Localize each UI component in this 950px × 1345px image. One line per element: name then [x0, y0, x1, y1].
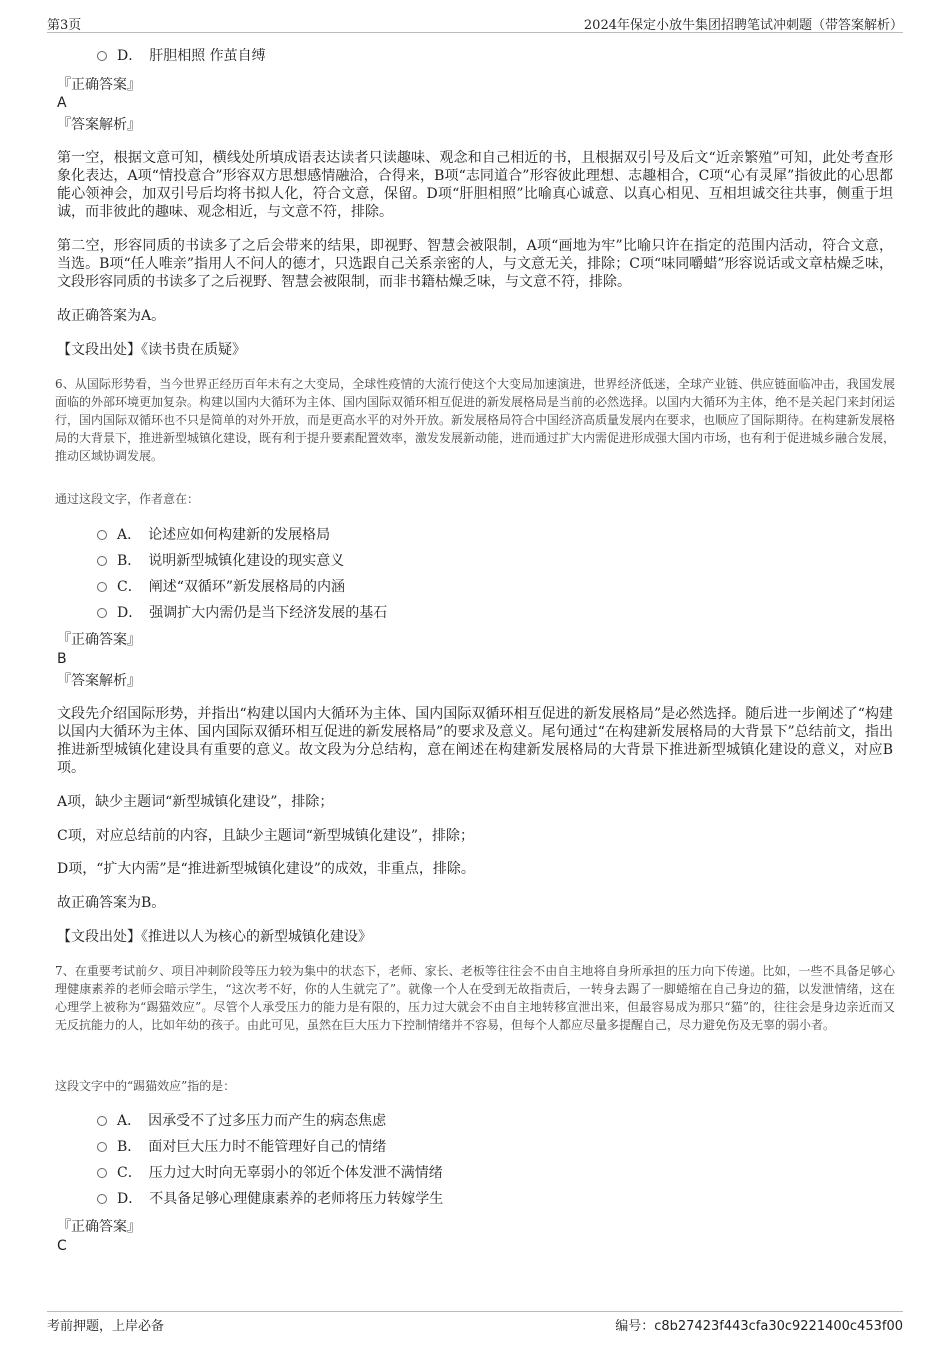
q5-analysis-label: 『答案解析』 — [57, 117, 141, 133]
q6-option-c[interactable] — [97, 578, 345, 596]
radio-icon[interactable] — [97, 51, 107, 61]
q6-analysis-p3: C项，对应总结前的内容，且缺少主题词“新型城镇化建设”，排除； — [57, 828, 475, 844]
q5-answer: A — [57, 95, 67, 111]
q6-prompt: 通过这段文字，作者意在： — [55, 492, 200, 506]
q5-analysis-p2: 第二空，形容同质的书读多了之后会带来的结果，即视野、智慧会被限制，A项“画地为牢”比喻只许在指定的范围内活动，符合文意，当选。B项“任人唯亲”指用人不问人的德才，只选跟自己关系亲密的人，与文意无关，排除；C项“味同嚼蜡”形容说话或文章枯燥乏味，文段形容同质的书读多了之后视野、智慧会被限制，而非书籍枯燥乏味，与文意不符，排除。 — [57, 238, 893, 290]
footer-code-label: 编号： — [615, 1319, 655, 1334]
footer-code-value: c8b27423f443cfa30c9221400c453f00 — [654, 1319, 903, 1334]
option-text: D． 肝胆相照 作茧自缚 — [117, 48, 266, 64]
page-footer — [47, 1311, 903, 1334]
q5-conclusion: 故正确答案为A。 — [57, 308, 166, 324]
q7-prompt: 这段文字中的“踢猫效应”指的是： — [55, 1079, 236, 1093]
footer-slogan: 考前押题，上岸必备 — [47, 1319, 165, 1334]
radio-icon[interactable] — [97, 556, 107, 566]
q6-source: 【文段出处】《推进以人为核心的新型城镇化建设》 — [57, 929, 372, 945]
page-header — [47, 14, 903, 33]
q6-answer: B — [57, 651, 67, 667]
q6-option-a[interactable] — [97, 526, 330, 544]
radio-icon[interactable] — [97, 530, 107, 540]
radio-icon[interactable] — [97, 582, 107, 592]
page-number: 第3页 — [47, 18, 82, 33]
q6-analysis-p2: A项，缺少主题词“新型城镇化建设”，排除； — [57, 794, 334, 810]
option-text: A． 论述应如何构建新的发展格局 — [117, 527, 331, 543]
option-text: D． 强调扩大内需仍是当下经济发展的基石 — [117, 605, 388, 621]
q7-option-a[interactable] — [97, 1112, 386, 1130]
option-text: D． 不具备足够心理健康素养的老师将压力转嫁学生 — [117, 1191, 444, 1207]
q5-source: 【文段出处】《读书贵在质疑》 — [57, 342, 246, 358]
option-text: B． 面对巨大压力时不能管理好自己的情绪 — [117, 1139, 387, 1155]
q6-analysis-label: 『答案解析』 — [57, 673, 141, 689]
q7-answer: C — [57, 1238, 67, 1254]
radio-icon[interactable] — [97, 1168, 107, 1178]
q7-answer-label: 『正确答案』 — [57, 1219, 141, 1235]
q7-option-b[interactable] — [97, 1138, 386, 1156]
q7-option-c[interactable] — [97, 1164, 443, 1182]
option-text: B． 说明新型城镇化建设的现实意义 — [117, 553, 345, 569]
radio-icon[interactable] — [97, 1194, 107, 1204]
radio-icon[interactable] — [97, 1142, 107, 1152]
document-title: 2024年保定小放牛集团招聘笔试冲刺题（带答案解析） — [583, 18, 903, 33]
q6-answer-label: 『正确答案』 — [57, 632, 141, 648]
q5-option-d[interactable] — [97, 47, 266, 65]
q6-conclusion: 故正确答案为B。 — [57, 895, 166, 911]
radio-icon[interactable] — [97, 1116, 107, 1126]
option-text: C． 压力过大时向无辜弱小的邻近个体发泄不满情绪 — [117, 1165, 443, 1181]
option-text: A． 因承受不了过多压力而产生的病态焦虑 — [117, 1113, 387, 1129]
q5-analysis-p1: 第一空，根据文意可知，横线处所填成语表达读者只读趣味、观念和自己相近的书，且根据双引号及后文“近亲繁殖”可知，此处考查形象化表达，A项“情投意合”形容双方思想感情融洽，合得来，B项“志同道合”形容彼此理想、志趣相合，C项“心有灵犀”指彼此的心思都能心领神会，加双引号后均将书拟人化，符合文意，保留。D项“肝胆相照”比喻真心诚意、以真心相见、互相坦诚交往共事，侧重于坦诚，而非彼此的趣味、观念相近，与文意不符，排除。 — [57, 150, 893, 220]
q6-analysis-p1: 文段先介绍国际形势，并指出“构建以国内大循环为主体、国内国际双循环相互促进的新发展格局”是必然选择。随后进一步阐述了“构建以国内大循环为主体、国内国际双循环相互促进的新发展格局”的要求及意义。尾句通过“在构建新发展格局的大背景下”总结前文，指出推进新型城镇化建设具有重要的意义。故文段为分总结构，意在阐述在构建新发展格局的大背景下推进新型城镇化建设的意义，对应B项。 — [57, 706, 893, 776]
footer-code — [615, 1315, 903, 1334]
q6-option-d[interactable] — [97, 604, 387, 622]
q7-option-d[interactable] — [97, 1190, 443, 1208]
radio-icon[interactable] — [97, 608, 107, 618]
q5-answer-label: 『正确答案』 — [57, 77, 141, 93]
q6-stem: 6、从国际形势看，当今世界正经历百年未有之大变局，全球性疫情的大流行使这个大变局加速演进，世界经济低迷，全球产业链、供应链面临冲击，我国发展面临的外部环境更加复杂。构建以国内大循环为主体、国内国际双循环相互促进的新发展格局是当前的必然选择。以国内大循环为主体，绝不是关起门来封闭运行，国内国际双循环也不只是简单的对外开放，而是更高水平的对外开放。新发展格局符合中国经济高质量发展内在要求，也顺应了国际期待。在构建新发展格局的大背景下，推进新型城镇化建设，既有利于提升要素配置效率，激发发展新动能，进而通过扩大内需促进形成强大国内市场，也有利于促进城乡融合发展，推动区域协调发展。 — [55, 377, 896, 463]
q7-stem: 7、在重要考试前夕、项目冲刺阶段等压力较为集中的状态下，老师、家长、老板等往往会不由自主地将自身所承担的压力向下传递。比如，一些不具备足够心理健康素养的老师会暗示学生，“这次考不好，你的人生就完了”。就像一个人在受到无故指责后，一转身去踢了一脚蜷缩在自己身边的猫，以发泄情绪，这在心理学上被称为“踢猫效应”。尽管个人承受压力的能力是有限的，压力过大就会不由自主地转移宣泄出来，但最容易成为那只“猫”的，往往会是身边亲近而又无反抗能力的人，比如年幼的孩子。由此可见，虽然在巨大压力下控制情绪并不容易，但每个人都应尽量多提醒自己，尽力避免伤及无辜的弱小者。 — [55, 964, 895, 1032]
q6-analysis-p4: D项，“扩大内需”是“推进新型城镇化建设”的成效，非重点，排除。 — [57, 861, 475, 877]
option-text: C． 阐述“双循环”新发展格局的内涵 — [117, 579, 346, 595]
q6-option-b[interactable] — [97, 552, 344, 570]
